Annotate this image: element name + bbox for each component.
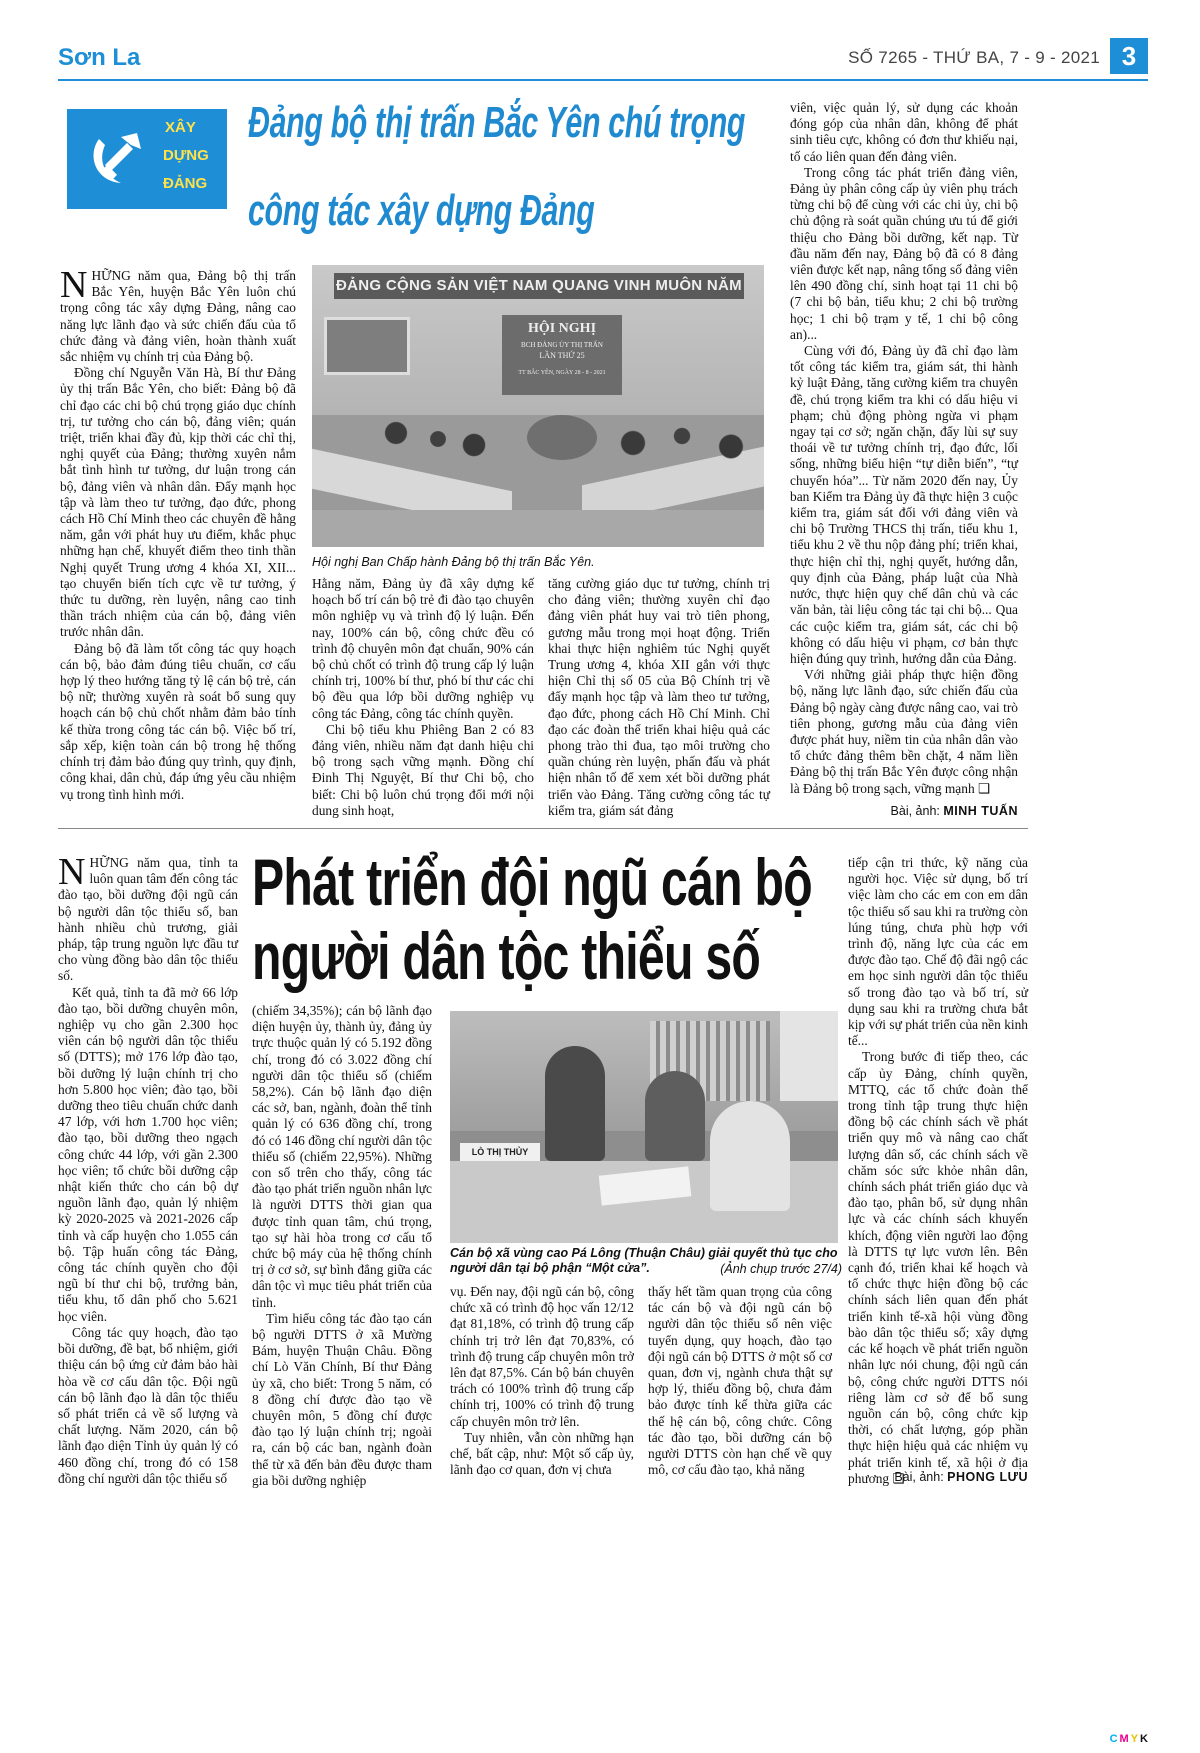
- photo-flowers: [527, 415, 597, 460]
- byline-author: PHONG LƯU: [947, 1470, 1028, 1484]
- photo-banner: ĐẢNG CỘNG SẢN VIỆT NAM QUANG VINH MUÔN NĂM: [334, 273, 744, 299]
- one-stop-office-photo: [450, 1011, 838, 1243]
- board-line-4: TT BẮC YÊN, NGÀY 28 - 8 - 2021: [518, 370, 606, 376]
- article2-column-2: [252, 1003, 432, 1489]
- badge-word-3: ĐẢNG: [163, 175, 208, 192]
- byline-prefix: Bài, ảnh:: [890, 804, 940, 818]
- article1-paragraph: Trong công tác phát triển đảng viên, Đảng ủy phân công cấp ủy viên phụ trách từng chi bộ để cùng với các chi ủy, chi bộ chủ động rà soát quần chúng ưu tú để giới thiệu cho Đảng bồi dưỡng, kết nạp. Từ đầu năm đến nay, Đảng bộ đã có 8 đảng viên được kết nạp, nâng tổng số đảng viên lên 490 đồng chí, sinh hoạt tại 11 chi bộ (7 chi bộ bản, tiểu khu; 2 chi bộ trường học; 1 chi bộ trạm y tế, 1 chi bộ công an)...: [790, 164, 1018, 342]
- header-rule: [58, 79, 1148, 81]
- drop-cap: N: [60, 264, 88, 306]
- article1-paragraph: Với những giải pháp thực hiện đồng bộ, năng lực lãnh đạo, sức chiến đấu của Đảng bộ ngày càng được nâng cao, vai trò tiên phong, gương mẫu của đảng viên được phát huy, niềm tin của nhân dân vào tổ chức đảng thêm bền chặt, 4 năm liền Đảng bộ thị trấn Bắc Yên được công nhận là Đảng bộ trong sạch, vững mạnh ❑: [790, 667, 1018, 796]
- board-line-3: LẦN THỨ 25: [539, 351, 585, 360]
- article1-paragraph: Chi bộ tiểu khu Phiêng Ban 2 có 83 đảng viên, nhiều năm đạt danh hiệu chi bộ trong sạch vững mạnh. Đồng chí Đinh Thị Nguyệt, Bí thư Chi bộ, cho biết: Chi bộ luôn chú trọng đổi mới nội dung sinh hoạt,: [312, 721, 534, 818]
- article1-lead-text: HỮNG năm qua, Đảng bộ thị trấn Bắc Yên, huyện Bắc Yên luôn chú trọng công tác xây dựng Đảng, nâng cao năng lực lãnh đạo và sức chiến đấu của tổ chức đảng và đảng viên, hoàn thành xuất sắc nhiệm vụ chính trị của Đảng bộ.: [60, 268, 296, 365]
- photo-window: [780, 1011, 838, 1101]
- article2-paragraph: Tìm hiểu công tác đào tạo cán bộ người DTTS ở xã Mường Bám, huyện Thuận Châu. Đồng chí Lò Văn Chính, Bí thư Đảng ủy xã, cho biết: Trong 5 năm, có 8 đồng chí được đào tạo về chuyên môn, 5 đồng chí được đào tạo lý luận chính trị; ngoài ra, cán bộ các ban, ngành đoàn thể từ xã đến bản đều được tham gia bồi dưỡng nghiệp: [252, 1310, 432, 1488]
- byline-prefix: Bài, ảnh:: [894, 1470, 944, 1484]
- cmyk-m: M: [1119, 1733, 1131, 1745]
- article1-column-3: [548, 576, 770, 819]
- article2-title-line1: Phát triển đội ngũ cán bộ: [252, 845, 812, 919]
- board-line-2: BCH ĐẢNG ỦY THỊ TRẤN: [521, 341, 603, 349]
- article1-paragraph: Đảng bộ đã làm tốt công tác quy hoạch cán bộ, bảo đảm đúng tiêu chuẩn, cơ cấu hợp lý theo hướng tăng tỷ lệ cán bộ trẻ, cán bộ nữ; thường xuyên rà soát bổ sung quy hoạch cán bộ chủ chốt nhằm đảm bảo tính kế thừa trong công tác cán bộ. Việc bố trí, sắp xếp, kiện toàn cán bộ trong hệ thống chính trị đảm bảo đúng quy trình, quy định, công khai, dân chủ, đáp ứng yêu cầu nhiệm vụ trong tình hình mới.: [60, 640, 296, 802]
- photo-people-right: [612, 415, 752, 485]
- article2-paragraph: (chiếm 34,35%); cán bộ lãnh đạo diện huyện ủy, thành ủy, đảng ủy trực thuộc quản lý có 5.192 đồng chí, trong đó có 3.022 đồng chí người dân tộc thiểu số (chiếm 58,2%). Cán bộ lãnh đạo diện các sở, ban, ngành, đoàn thể tỉnh quản lý có 636 đồng chí, trong đó có 146 đồng chí người dân tộc thiểu số (chiếm 22,95%). Những con số trên cho thấy, công tác đào tạo phát triển nguồn nhân lực là người DTTS thời gian qua được tỉnh quan tâm, chú trọng, tạo sự hài hòa trong cơ cấu tổ chức bộ máy của hệ thống chính trị ở cơ sở, sự bình đẳng giữa các dân tộc vì mục tiêu phát triển của tỉnh.: [252, 1003, 432, 1310]
- article1-title-line2: công tác xây dựng Đảng: [248, 186, 595, 235]
- article1-column-2: [312, 576, 534, 819]
- article2-title-line2: người dân tộc thiểu số: [252, 919, 761, 993]
- article2-paragraph: [58, 851, 238, 985]
- article2-column-4: [648, 1284, 832, 1478]
- article2-paragraph: Kết quả, tỉnh ta đã mở 66 lớp đào tạo, bồi dưỡng chuyên môn, nghiệp vụ cho gần 2.300 học viên cán bộ người dân tộc thiểu số (DTTS); mở 176 lớp đào tạo, bồi dưỡng lý luận chính trị cho hơn 5.800 học viên; đào tạo, bồi dưỡng theo tiêu chuẩn chức danh 47 lớp, với hơn 1.700 học viên; đào tạo, bồi dưỡng theo ngạch công chức 44 lớp, với gần 2.300 học viên; tổ chức bồi dưỡng cập nhật kiến thức cho cán bộ dự nguồn lãnh đạo, quản lý nhiệm kỳ 2020-2025 và 2021-2026 cấp tỉnh và cấp huyện cho 1.055 cán bộ. Tập huấn công tác Đảng, công tác chính quyền cho đội ngũ bí thư chi bộ, trưởng bản, tiểu khu, tổ dân phố cho 5.621 học viên.: [58, 984, 238, 1324]
- photo-floor: [312, 510, 764, 547]
- article1-paragraph: Hằng năm, Đảng ủy đã xây dựng kế hoạch bố trí cán bộ trẻ đi đào tạo chuyên môn nghiệp vụ và trình độ lý luận. Đến nay, 100% cán bộ, công chức đều có trình độ chuyên môn đạt chuẩn, 90% cán bộ chủ chốt có trình độ trung cấp lý luận chính trị, 100% bí thư, phó bí thư các chi bộ đều qua lớp bồi dưỡng nghiệp vụ công tác Đảng, công tác chính quyền.: [312, 576, 534, 721]
- article1-paragraph: Đồng chí Nguyễn Văn Hà, Bí thư Đảng ủy thị trấn Bắc Yên, cho biết: Đảng bộ đã chỉ đạo các chi bộ chú trọng giáo dục chính trị, tư tưởng cho cán bộ, đảng viên; quán triệt, triển khai đầy đủ, kịp thời các chỉ thị, nghị quyết của Đảng; thường xuyên nắm bắt tình hình tư tưởng, dư luận trong cán bộ, đảng viên và nhân dân. Đẩy mạnh học tập và làm theo tư tưởng, đạo đức, phong cách Hồ Chí Minh theo các chuyên đề hằng năm, gắn với phát huy ưu điểm, khắc phục những hạn chế, khuyết điểm theo tinh thần Nghị quyết Trung ương 4 khóa XI, XII... tạo chuyển biến tích cực về tư tưởng, ý thức tu dưỡng, rèn luyện, nâng cao tinh thần trách nhiệm của cán bộ, đảng viên trước nhân dân.: [60, 365, 296, 640]
- article1-paragraph: Cùng với đó, Đảng ủy đã chỉ đạo làm tốt công tác kiểm tra, giám sát, thi hành kỷ luật Đảng, tăng cường kiểm tra chuyên đề, chú trọng kiểm tra khi có dấu hiệu vi phạm; chủ động phòng ngừa vi phạm ngay tại cơ sở; ngăn chặn, đẩy lùi sự suy thoái về tư tưởng chính trị, đạo đức, lối sống, những biểu hiện “tự diễn biến”, “tự chuyển hóa”... Từ năm 2020 đến nay, Ủy ban Kiểm tra Đảng ủy đã thực hiện 3 cuộc kiểm tra, giám sát đối với đảng viên và chi bộ Trường THCS thị trấn, tiểu khu 1, tiểu khu 2 về thu nộp đảng phí; triển khai, thực hiện chỉ thị, nghị quyết, hướng dẫn, quy định của Đảng, pháp luật của Nhà nước, thực hiện quy chế dân chủ và các văn bản, tài liệu công tác tại chi bộ... Qua các cuộc kiểm tra, giám sát, các chi bộ không có dấu hiệu vi phạm, cơ bản thực hiện đúng quy trình, hướng dẫn của Đảng.: [790, 343, 1018, 666]
- article1-byline: [891, 804, 1018, 818]
- cmyk-c: C: [1109, 1733, 1120, 1745]
- article2-column-3: [450, 1284, 634, 1478]
- article2-paragraph: vụ. Đến nay, đội ngũ cán bộ, công chức xã có trình độ học vấn 12/12 đạt 81,18%, có trình độ trung cấp chính trị trở lên đạt 70,83%, có trình độ trung cấp chuyên môn trở lên đạt 87,5%. Cán bộ bán chuyên trách có 100% trình độ trung cấp chính trị, 100% có trình độ trung cấp chuyên môn trở lên.: [450, 1284, 634, 1429]
- article-divider: [58, 828, 1028, 829]
- board-title: HỘI NGHỊ: [527, 321, 597, 336]
- page-header: [58, 38, 1148, 78]
- photo-person-3: [710, 1101, 790, 1211]
- article1-paragraph: tăng cường giáo dục tư tưởng, chính trị cho đảng viên; thường xuyên chỉ đạo đảng viên phát huy vai trò tiên phong, gương mẫu trong mọi hoạt động. Triển khai thực hiện nghiêm túc Nghị quyết Trung ương 4, khóa XII gắn với thực hiện Chỉ thị số 05 của Bộ Chính trị về đẩy mạnh học tập và làm theo tư tưởng, đạo đức, phong cách Hồ Chí Minh. Chỉ đạo các đoàn thể triển khai hiệu quả các phong trào thi đua, tạo môi trường cho quần chúng rèn luyện, phấn đấu và phát hiện nhân tố để xem xét bồi dưỡng phát triển vào Đảng. Tăng cường công tác tự kiểm tra, giám sát đảng: [548, 576, 770, 818]
- article2-photo-note: (Ảnh chụp trước 27/4): [720, 1262, 842, 1276]
- article1-paragraph: viên, việc quản lý, sử dụng các khoản đóng góp của nhân dân, không để phát sinh tiêu cực, không có đơn thư khiếu nại, tố cáo liên quan đến đảng viên.: [790, 100, 1018, 164]
- section-name: Sơn La: [58, 44, 141, 71]
- article2-paragraph: tiếp cận tri thức, kỹ năng của người học. Việc sử dụng, bố trí việc làm cho các em con em dân tộc thiểu số sau khi ra trường còn lúng túng, chưa phù hợp với trình độ, năng lực của các em được đào tạo. Chế độ đãi ngộ các em học sinh người dân tộc thiểu số trong đào tạo và bố trí, sử dụng sau khi ra trường chưa bắt kịp với sự phát triển của nền kinh tế...: [848, 855, 1028, 1049]
- article2-paragraph: thấy hết tầm quan trọng của công tác cán bộ và đội ngũ cán bộ người dân tộc thiểu số nên việc tuyển dụng, quy hoạch, đào tạo đội ngũ cán bộ DTTS ở một số cơ quan, đơn vị, ngành chưa thật sự hợp lý, thiếu đồng bộ, chưa đảm bảo được tính kế thừa giữa các thế hệ cán bộ, công chức. Công tác đào tạo, bồi dưỡng cán bộ người DTTS còn hạn chế về quy mô, cơ cấu đào tạo, khả năng: [648, 1284, 832, 1478]
- meeting-photo: [312, 265, 764, 547]
- article2-column-5: [848, 855, 1028, 1487]
- photo-person-1: [545, 1046, 605, 1161]
- photo-person-2: [645, 1071, 705, 1161]
- article1-paragraph: [60, 264, 296, 365]
- cmyk-y: Y: [1130, 1733, 1141, 1745]
- drop-cap: N: [58, 851, 86, 893]
- article2-lead-text: HỮNG năm qua, tỉnh ta luôn quan tâm đến công tác đào tạo, bồi dưỡng đội ngũ cán bộ người dân tộc thiểu số, ban hành nhiều chủ trương, giải pháp, tập trung nguồn lực đầu tư cho vùng đồng bào dân tộc thiểu số.: [58, 855, 238, 984]
- article1-title-line1: Đảng bộ thị trấn Bắc Yên chú trọng: [248, 98, 746, 147]
- xay-dung-dang-badge: [67, 109, 227, 209]
- cmyk-k: K: [1140, 1733, 1150, 1745]
- article2-paragraph: Công tác quy hoạch, đào tạo bồi dưỡng, đề bạt, bổ nhiệm, giới thiệu cán bộ ứng cử đảm bảo hài hòa về cơ cấu dân tộc. Đội ngũ cán bộ lãnh đạo là dân tộc thiểu số phát triển cả về số lượng và chất lượng. Năm 2020, cán bộ lãnh đạo diện Tỉnh ủy quản lý có 460 đồng chí, trong đó có 158 đồng chí người dân tộc thiểu số: [58, 1324, 238, 1486]
- photo-board: [502, 315, 622, 395]
- article1-column-4: [790, 100, 1018, 797]
- article1-photo-caption: Hội nghị Ban Chấp hành Đảng bộ thị trấn Bắc Yên.: [312, 555, 595, 569]
- article2-byline: [894, 1470, 1028, 1484]
- photo-painting: [324, 317, 410, 375]
- hammer-sickle-icon: [81, 125, 151, 195]
- article2-photo-caption: Cán bộ xã vùng cao Pá Lông (Thuận Châu) giải quyết thủ tục cho người dân tại bộ phận “Một cửa”.: [450, 1246, 838, 1275]
- photo-people-left: [372, 415, 492, 475]
- cmyk-marks: [1110, 1733, 1150, 1745]
- badge-word-1: XÂY: [165, 119, 196, 136]
- issue-info: SỐ 7265 - THỨ BA, 7 - 9 - 2021: [848, 48, 1100, 67]
- article2-paragraph: Trong bước đi tiếp theo, các cấp ủy Đảng, chính quyền, MTTQ, các tổ chức đoàn thể trong tỉnh tập trung thực hiện đồng bộ các chính sách về phát triển quy mô và nâng cao chất lượng dân số, các chính sách về chăm sóc sức khỏe nhân dân, chính sách phát triển giáo dục và đào tạo, phân bổ, sử dụng nhân lực và các chính sách khuyến khích, động viên người lao động là DTTS tự lực vươn lên. Bên cạnh đó, triển khai kế hoạch và tổ chức thực hiện đồng bộ các chính sách liên quan đến phát triển kinh tế-xã hội vùng đồng bào dân tộc thiểu số; xây dựng các kế hoạch về phát triển nguồn nhân lực nói chung, đội ngũ cán bộ, công chức người DTTS nói riêng làm cơ sở để bổ sung nguồn cán bộ, công chức kịp thời, có chất lượng, góp phần thực hiện hiệu quả các nhiệm vụ phát triển kinh tế, xã hội ở địa phương ❑: [848, 1049, 1028, 1486]
- article1-column-1: [60, 264, 296, 803]
- badge-word-2: DỰNG: [163, 147, 209, 164]
- article2-paragraph: Tuy nhiên, vẫn còn những hạn chế, bất cập, như: Một số cấp ủy, lãnh đạo cơ quan, đơn vị chưa: [450, 1429, 634, 1478]
- byline-author: MINH TUẤN: [943, 804, 1018, 818]
- desk-nameplate: LÒ THỊ THỦY: [460, 1143, 540, 1161]
- article2-column-1: [58, 851, 238, 1487]
- page-number: 3: [1110, 38, 1148, 74]
